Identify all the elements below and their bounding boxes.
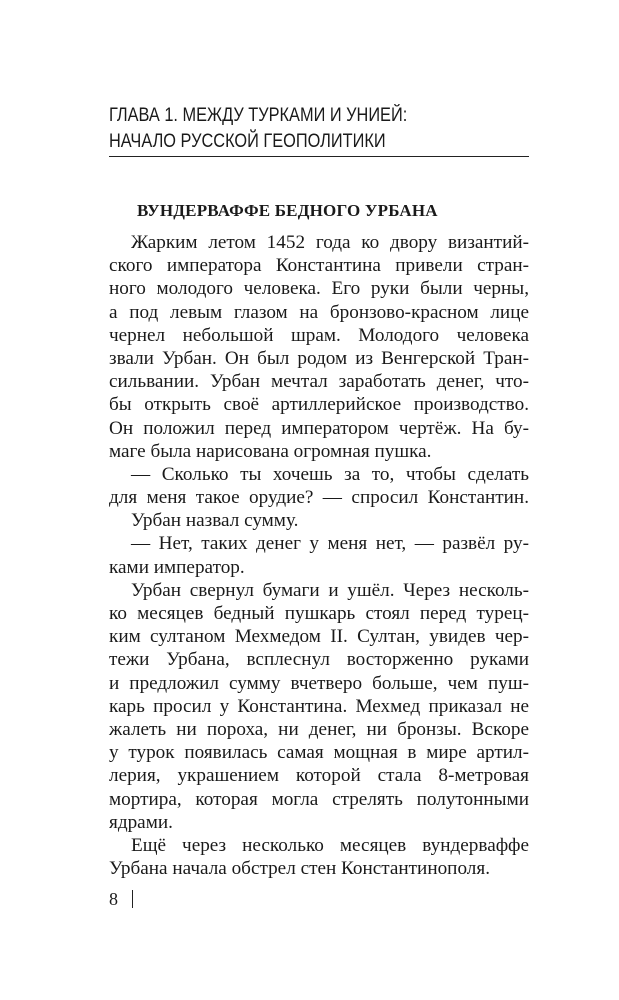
text-line: ками император.: [109, 556, 245, 578]
text-line: тежи Урбана, всплеснул восторженно руками: [109, 649, 529, 671]
chapter-header: [109, 103, 470, 155]
text-line: бы открыть своё артиллерийское производство.: [109, 394, 529, 416]
text-line: мортира, которая могла стрелять полутонными: [109, 788, 529, 810]
text-line: жалеть ни пороха, ни денег, ни бронзы. Вскоре: [109, 718, 529, 740]
text-line: ядрами.: [109, 811, 173, 833]
text-line: сильвании. Урбан мечтал заработать денег, что-: [109, 371, 529, 393]
page-footer: [109, 888, 133, 910]
text-line: Он положил перед императором чертёж. На бу-: [109, 417, 529, 439]
text-line: лерия, украшением которой стала 8-метровая: [109, 765, 529, 787]
text-line: Урбан свернул бумаги и ушёл. Через несколь-: [131, 579, 529, 601]
text-line: ким султаном Мехмедом II. Султан, увидев чер-: [109, 626, 529, 648]
text-line: и предложил сумму вчетверо больше, чем пуш-: [109, 672, 529, 694]
chapter-title-line-2: НАЧАЛО РУССКОЙ ГЕОПОЛИТИКИ: [109, 131, 386, 152]
text-line: ного молодого человека. Его руки были черны,: [109, 278, 529, 300]
dialogue-line: — Сколько ты хочешь за то, чтобы сделать: [131, 463, 529, 485]
footer-divider: [132, 890, 133, 908]
text-line: чернел небольшой шрам. Молодого человека: [109, 324, 529, 346]
text-line: Урбан назвал сумму.: [131, 510, 299, 532]
dialogue-line: — Нет, таких денег у меня нет, — развёл ру-: [131, 533, 529, 555]
section-title: ВУНДЕРВАФФЕ БЕДНОГО УРБАНА: [137, 201, 438, 220]
text-line: а под левым глазом на бронзово-красном лице: [109, 301, 529, 323]
text-line: маге была нарисована огромная пушка.: [109, 440, 432, 462]
text-line: ко месяцев бедный пушкарь стоял перед турец-: [109, 603, 529, 624]
text-line: у турок появилась самая мощная в мире артил-: [109, 742, 529, 764]
text-line: ского императора Константина привели стран-: [109, 255, 529, 277]
chapter-title-line-1: ГЛАВА 1. МЕЖДУ ТУРКАМИ И УНИЕЙ:: [109, 105, 408, 126]
text-line: Урбана начала обстрел стен Константинополя.: [109, 858, 490, 880]
text-line: Жарким летом 1452 года ко двору византий-: [131, 232, 529, 253]
text-line: звали Урбан. Он был родом из Венгерской Тран-: [109, 347, 529, 369]
page-number: 8: [109, 889, 118, 909]
text-line: карь просил у Константина. Мехмед приказал не: [109, 695, 529, 717]
text-line: для меня такое орудие? — спросил Константин.: [109, 487, 529, 509]
text-line: Ещё через несколько месяцев вундерваффе: [131, 834, 529, 856]
body-text: [109, 231, 529, 880]
header-divider: [109, 156, 529, 157]
